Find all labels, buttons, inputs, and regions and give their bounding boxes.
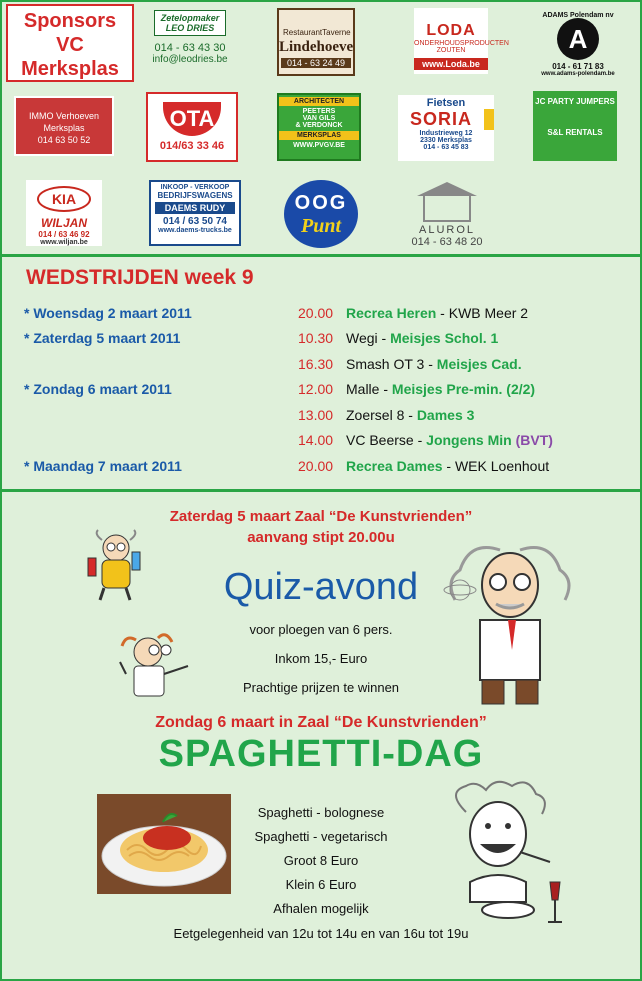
match-time: 13.00 [298,407,334,423]
sponsor-ota [146,92,238,162]
match-extra: (BVT) [511,432,553,448]
peeters-line: & VERDONCK [295,122,343,129]
sponsor-oogpunt [284,180,358,248]
peeters-line: ARCHITECTEN [279,97,359,106]
match-teams [346,329,498,347]
oogpunt-line: Punt [300,215,342,237]
oogpunt-line: OOG [294,192,348,214]
match-away: Meisjes Schol. 1 [390,330,499,346]
sponsor-phone: 014 / 63 50 74 [163,216,227,227]
sponsor-lindehoeve [277,8,355,76]
match-home: Recrea Dames [346,458,443,474]
match-away: Meisjes Pre-min. (2/2) [391,381,536,397]
loda-url: www.Loda.be [414,58,488,70]
sponsor-alurol [398,182,496,250]
sponsor-jc-party-jumpers [533,91,617,161]
match-away: WEK Loenhout [454,458,550,474]
daems-url: www.daems-trucks.be [158,227,232,234]
match-home: Smash OT 3 [346,356,425,372]
sponsor-phone: 014 - 63 24 49 [281,58,351,68]
match-teams [346,406,474,424]
wiljan-url: www.wiljan.be [40,239,88,246]
sponsor-immo-verhoeven [14,96,114,156]
match-time: 12.00 [298,381,334,397]
sponsors-title-line: Merksplas [21,58,119,80]
soria-line: Industrieweg 12 [419,130,473,137]
peeters-line: VAN GILS [302,115,336,122]
match-sep: - [424,356,437,372]
match-sep: - [442,458,455,474]
wiljan-name: WILJAN [41,216,87,230]
match-sep: - [379,381,392,397]
match-day: * Maandag 7 maart 2011 [24,458,182,474]
match-day: * Zaterdag 5 maart 2011 [24,330,181,346]
spaghetti-hours: Eetgelegenheid van 12u tot 14u en van 16u tot 19u [173,926,469,941]
match-home: Malle [346,381,380,397]
sponsor-loda [414,8,509,74]
sponsor-phone: 014 - 63 48 20 [411,236,483,248]
peeters-line: PEETERS [302,108,336,115]
adams-tag: ADAMS Polendam nv [542,12,614,19]
quiz-info-teams: voor ploegen van 6 pers. [249,622,393,637]
match-home: Recrea Heren [346,305,437,321]
sponsor-phone: 014/63 33 46 [159,140,225,152]
adams-logo: A [557,18,599,60]
spaghetti-header: Zondag 6 maart in Zaal “De Kunstvrienden” [155,714,487,731]
sponsors-title-line: Sponsors [23,10,117,32]
sponsors-title-line: VC [56,34,84,56]
quiz-date: Zaterdag 5 maart Zaal “De Kunstvrienden” [169,508,473,525]
match-home: VC Beerse [346,432,414,448]
soria-name: SORIA [398,109,494,130]
soria-line: 2330 Merksplas [420,137,472,144]
menu-item: Klein 6 Euro [285,877,357,892]
match-day: * Zondag 6 maart 2011 [24,381,172,397]
sponsors-title [6,4,134,82]
quiz-start: aanvang stipt 20.00u [247,529,395,546]
match-sep: - [404,407,417,423]
sponsor-kia-wiljan [26,180,102,246]
daems-line: INKOOP - VERKOOP [160,184,230,191]
match-home: Zoersel 8 [346,407,405,423]
match-away: Jongens Min [426,432,512,448]
jc-line: JC PARTY JUMPERS [535,97,615,106]
peeters-line: MERKSPLAS [279,131,359,140]
daems-name: DAEMS RUDY [155,202,235,214]
sponsor-email: info@leodries.be [152,54,228,65]
sponsor-phone: 014 - 63 45 83 [423,144,469,151]
match-sep: - [377,330,391,346]
match-teams [346,380,535,398]
jc-line: S&L RENTALS [547,128,603,137]
loda-name: LODA [426,22,476,39]
match-home: Wegi [346,330,378,346]
match-away: KWB Meer 2 [448,305,529,321]
leo-dries-logo: Zetelopmaker LEO DRIES [154,10,226,36]
sponsor-phone: 014 / 63 46 92 [38,230,90,239]
match-time: 20.00 [298,458,334,474]
quiz-title: Quiz-avond [223,566,419,608]
match-time: 14.00 [298,432,334,448]
loda-tagline: ONDERHOUDSPRODUCTEN ZOUTEN [414,40,509,54]
sponsor-phone: 014 - 61 71 83 [552,62,604,71]
house-icon [423,196,471,222]
sponsor-architecten-peeters [277,93,361,161]
soria-line: Fietsen [426,97,466,109]
match-teams [346,355,522,373]
sponsor-fietsen-soria [398,95,494,161]
match-sep: - [436,305,449,321]
divider-top [0,254,642,257]
spaghetti-title: SPAGHETTI-DAG [158,733,484,775]
match-time: 16.30 [298,356,334,372]
matches-title: WEDSTRIJDEN week 9 [26,266,254,289]
immo-line: Merksplas [43,123,85,133]
match-teams [346,431,553,449]
adams-url: www.adams-polendam.be [541,71,615,77]
match-sep: - [413,432,427,448]
lindehoeve-name: Lindehoeve [279,39,354,55]
peeters-url: WWW.PVGV.BE [293,142,345,149]
quiz-info-prizes: Prachtige prijzen te winnen [242,680,400,695]
immo-line: 014 63 50 52 [37,135,91,145]
match-time: 10.30 [298,330,334,346]
match-day: * Woensdag 2 maart 2011 [24,305,192,321]
ota-logo: OTA [163,102,221,136]
lindehoeve-tag: Taverne [322,28,351,37]
menu-item: Groot 8 Euro [283,853,359,868]
sponsor-leo-dries [148,6,232,80]
menu-item: Spaghetti - bolognese [257,805,385,820]
match-time: 20.00 [298,305,334,321]
daems-line: BEDRIJFSWAGENS [157,191,233,200]
menu-item: Afhalen mogelijk [273,901,369,916]
menu-item: Spaghetti - vegetarisch [254,829,388,844]
match-away: Meisjes Cad. [436,356,522,372]
lindehoeve-tag: Restaurant [283,28,323,37]
match-away: Dames 3 [416,407,475,423]
sponsor-phone: 014 - 63 43 30 [154,42,226,54]
sponsor-daems-rudy [149,180,241,246]
immo-line: IMMO Verhoeven [28,111,100,121]
match-teams [346,304,528,322]
alurol-name: ALUROL [418,224,476,236]
match-teams [346,457,549,475]
sponsor-adams [540,12,616,82]
divider-middle [0,489,642,492]
quiz-info-entry: Inkom 15,- Euro [274,651,368,666]
kia-logo: KIA [37,186,91,212]
